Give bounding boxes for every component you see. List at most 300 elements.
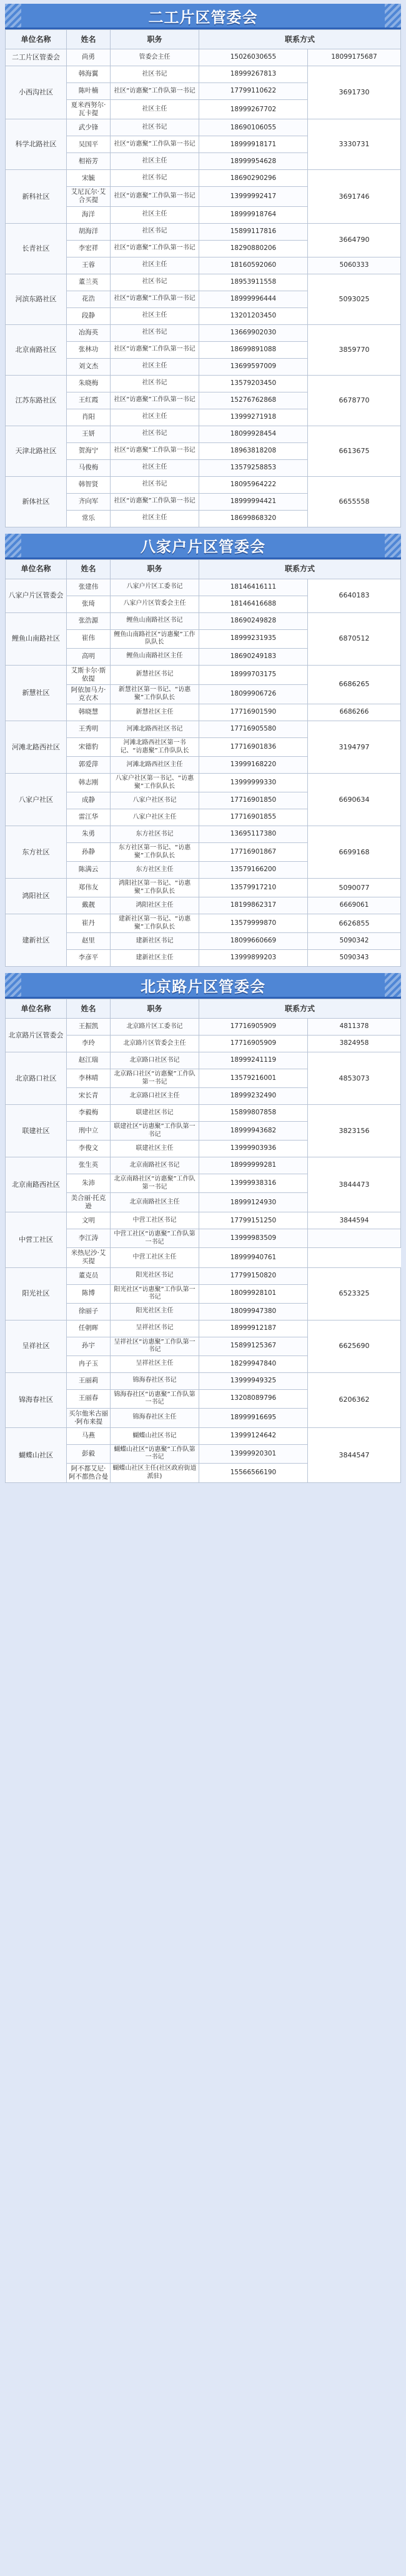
position-cell: 东方社区主任	[111, 862, 199, 879]
person-name-cell: 艾尼瓦尔·艾合买提	[67, 187, 111, 206]
mobile-phone-cell: 18999918171	[199, 136, 308, 153]
position-cell: 锦海春社区书记	[111, 1372, 199, 1389]
mobile-phone-cell: 13999920301	[199, 1444, 308, 1463]
position-cell: 八家户社区书记	[111, 792, 199, 809]
person-name-cell: 李俊文	[67, 1141, 111, 1157]
unit-phone-cell: 3823156	[308, 1105, 401, 1157]
mobile-phone-cell: 18999241119	[199, 1052, 308, 1069]
mobile-phone-cell: 13999903936	[199, 1141, 308, 1157]
person-name-cell: 米热尼沙·艾买提	[67, 1248, 111, 1267]
position-cell: 社区主任	[111, 459, 199, 476]
position-cell: 鸿阳社区主任	[111, 897, 199, 914]
section-bajiahu	[5, 534, 401, 967]
unit-name-cell: 东方社区	[6, 826, 67, 879]
unit-name-cell: 北京路口社区	[6, 1052, 67, 1105]
position-cell: 新慧社区第一书记、“访惠聚”工作队队长	[111, 684, 199, 704]
person-name-cell: 陈叶楠	[67, 83, 111, 100]
table-row	[6, 66, 401, 83]
table-row	[6, 324, 401, 341]
mobile-phone-cell: 18999916695	[199, 1408, 308, 1427]
position-cell: 呈祥社区主任	[111, 1355, 199, 1372]
person-name-cell: 冶海英	[67, 324, 111, 341]
position-cell: 社区主任	[111, 206, 199, 223]
person-name-cell: 李宏祥	[67, 240, 111, 257]
person-name-cell: 赵江瑞	[67, 1052, 111, 1069]
person-name-cell: 赵里	[67, 933, 111, 950]
position-cell: 中营工社区书记	[111, 1212, 199, 1229]
person-name-cell: 李江涛	[67, 1229, 111, 1248]
position-cell: 鲤鱼山南路社区主任	[111, 648, 199, 665]
position-cell: 河滩北路西社区书记	[111, 721, 199, 738]
position-cell: 社区书记	[111, 324, 199, 341]
unit-name-cell: 建新社区	[6, 914, 67, 967]
position-cell: 社区“访惠聚”工作队第一书记	[111, 187, 199, 206]
person-name-cell: 陈博	[67, 1284, 111, 1303]
position-cell: 中营工社区主任	[111, 1248, 199, 1267]
office-phone-cell: 5090343	[308, 950, 401, 967]
mobile-phone-cell: 18146416111	[199, 579, 308, 596]
office-phone-cell: 6669061	[308, 897, 401, 914]
position-cell: 河滩北路西社区主任	[111, 757, 199, 774]
table-row	[6, 1267, 401, 1284]
person-name-cell: 艾斯卡尔·斯依提	[67, 665, 111, 684]
unit-phone-cell: 5090077	[308, 879, 401, 897]
unit-phone-cell: 4853073	[308, 1052, 401, 1105]
unit-phone-cell: 6870512	[308, 612, 401, 665]
position-cell: 鸿阳社区第一书记、“访惠聚”工作队队长	[111, 879, 199, 897]
position-cell: 社区“访惠聚”工作队第一书记	[111, 291, 199, 307]
position-cell: 北京路口社区书记	[111, 1052, 199, 1069]
person-name-cell: 刘文杰	[67, 358, 111, 375]
mobile-phone-cell: 18690249828	[199, 612, 308, 629]
person-name-cell: 齐向军	[67, 493, 111, 510]
column-header: 联系方式	[199, 30, 401, 49]
mobile-phone-cell: 18999267813	[199, 66, 308, 83]
header-stripe-decoration	[385, 973, 401, 997]
mobile-phone-cell: 15899125367	[199, 1337, 308, 1355]
person-name-cell: 相裕芳	[67, 153, 111, 170]
column-header: 姓名	[67, 559, 111, 579]
person-name-cell: 韩海翼	[67, 66, 111, 83]
unit-phone-cell: 3194797	[308, 721, 401, 774]
person-name-cell: 董克员	[67, 1267, 111, 1284]
mobile-phone-cell: 18963818208	[199, 442, 308, 459]
person-name-cell: 王蓉	[67, 257, 111, 274]
column-header: 职务	[111, 30, 199, 49]
position-cell: 新慧社区主任	[111, 704, 199, 721]
person-name-cell: 王丽春	[67, 1389, 111, 1408]
person-name-cell: 朱沛	[67, 1174, 111, 1193]
contact-table	[5, 29, 401, 527]
table-row	[6, 223, 401, 240]
position-cell: 北京南路社区主任	[111, 1193, 199, 1212]
position-cell: 联建社区“访惠聚”工作队第一书记	[111, 1122, 199, 1141]
position-cell: 社区“访惠聚”工作队第一书记	[111, 392, 199, 409]
mobile-phone-cell: 13999992417	[199, 187, 308, 206]
mobile-phone-cell: 18099928101	[199, 1284, 308, 1303]
unit-name-cell: 北京路片区管委会	[6, 1019, 67, 1052]
column-header: 联系方式	[199, 559, 401, 579]
position-cell: 东方社区第一书记、“访惠聚”工作队队长	[111, 843, 199, 862]
person-name-cell: 美合丽·托克逊	[67, 1193, 111, 1212]
header-stripe-decoration	[5, 4, 21, 27]
position-cell: 社区书记	[111, 119, 199, 136]
position-cell: 锦海春社区“访惠聚”工作队第一书记	[111, 1389, 199, 1408]
column-header: 单位名称	[6, 559, 67, 579]
person-name-cell: 王红霞	[67, 392, 111, 409]
unit-name-cell: 新科社区	[6, 170, 67, 223]
unit-phone-cell: 3691730	[308, 66, 401, 119]
office-phone-cell: 6686266	[308, 704, 401, 721]
mobile-phone-cell: 13579258853	[199, 459, 308, 476]
position-cell: 中营工社区“访惠聚”工作队第一书记	[111, 1229, 199, 1248]
table-row	[6, 612, 401, 629]
person-name-cell: 胡海洋	[67, 223, 111, 240]
position-cell: 新慧社区书记	[111, 665, 199, 684]
mobile-phone-cell: 18690106055	[199, 119, 308, 136]
header-stripe-decoration	[385, 534, 401, 557]
unit-phone-cell: 3330731	[308, 119, 401, 170]
mobile-phone-cell: 13999983509	[199, 1229, 308, 1248]
contact-table	[5, 559, 401, 967]
position-cell: 北京南路社区书记	[111, 1157, 199, 1174]
person-name-cell: 花浩	[67, 291, 111, 307]
table-row	[6, 375, 401, 392]
column-header: 职务	[111, 999, 199, 1019]
unit-phone-cell: 6690634	[308, 774, 401, 826]
mobile-phone-cell: 18160592060	[199, 257, 308, 274]
position-cell: 鲤鱼山南路社区“访惠聚”工作队队长	[111, 629, 199, 648]
person-name-cell: 马燕	[67, 1427, 111, 1444]
person-name-cell: 李林晴	[67, 1069, 111, 1088]
mobile-phone-cell: 18999232490	[199, 1088, 308, 1105]
mobile-phone-cell: 13999938316	[199, 1174, 308, 1193]
mobile-phone-cell: 17716905909	[199, 1036, 308, 1052]
mobile-phone-cell: 18199862317	[199, 897, 308, 914]
unit-phone-cell: 6655558	[308, 476, 401, 527]
unit-name-cell: 蝴蝶山社区	[6, 1427, 67, 1482]
table-row	[6, 1372, 401, 1389]
position-cell: 呈祥社区书记	[111, 1320, 199, 1337]
position-cell: 北京路片区工委书记	[111, 1019, 199, 1036]
position-cell: 八家户片区管委会主任	[111, 596, 199, 612]
mobile-phone-cell: 13999899203	[199, 950, 308, 967]
person-name-cell: 买尔他米古丽·阿布来提	[67, 1408, 111, 1427]
position-cell: 呈祥社区“访惠聚”工作队第一书记	[111, 1337, 199, 1355]
section-title: 北京路片区管委会	[141, 977, 265, 996]
contact-table	[5, 999, 401, 1483]
unit-name-cell: 联建社区	[6, 1105, 67, 1157]
position-cell: 北京路片区管委会主任	[111, 1036, 199, 1052]
mobile-phone-cell: 13579917210	[199, 879, 308, 897]
position-cell: 阳光社区主任	[111, 1303, 199, 1320]
mobile-phone-cell: 18999231935	[199, 629, 308, 648]
mobile-phone-cell: 17716901867	[199, 843, 308, 862]
column-header: 职务	[111, 559, 199, 579]
table-row	[6, 476, 401, 493]
column-header: 联系方式	[199, 999, 401, 1019]
header-stripe-decoration	[385, 4, 401, 27]
person-name-cell: 刑中立	[67, 1122, 111, 1141]
unit-name-cell: 新慧社区	[6, 665, 67, 721]
unit-name-cell: 天津北路社区	[6, 426, 67, 476]
mobile-phone-cell: 17716901855	[199, 809, 308, 826]
table-row	[6, 879, 401, 897]
person-name-cell: 张浩源	[67, 612, 111, 629]
unit-phone-cell: 6206362	[308, 1372, 401, 1427]
table-row	[6, 1105, 401, 1122]
person-name-cell: 李毅梅	[67, 1105, 111, 1122]
mobile-phone-cell: 15899807858	[199, 1105, 308, 1122]
office-phone-cell: 3844594	[308, 1212, 401, 1229]
mobile-phone-cell: 17799150820	[199, 1267, 308, 1284]
unit-phone-cell: 3691746	[308, 170, 401, 223]
position-cell: 社区主任	[111, 257, 199, 274]
position-cell: 北京南路社区“访惠聚”工作队第一书记	[111, 1174, 199, 1193]
table-row	[6, 119, 401, 136]
mobile-phone-cell: 18999703175	[199, 665, 308, 684]
mobile-phone-cell: 13999124642	[199, 1427, 308, 1444]
unit-name-cell: 锦海春社区	[6, 1372, 67, 1427]
person-name-cell: 高明	[67, 648, 111, 665]
unit-name-cell: 鸿阳社区	[6, 879, 67, 914]
position-cell: 社区“访惠聚”工作队第一书记	[111, 341, 199, 358]
unit-name-cell: 科学北路社区	[6, 119, 67, 170]
person-name-cell: 孙静	[67, 843, 111, 862]
position-cell: 蝴蝶山社区“访惠聚”工作队第一书记	[111, 1444, 199, 1463]
mobile-phone-cell: 18690249183	[199, 648, 308, 665]
mobile-phone-cell: 15026030655	[199, 49, 308, 66]
unit-name-cell: 呈祥社区	[6, 1320, 67, 1372]
position-cell: 蝴蝶山社区书记	[111, 1427, 199, 1444]
section-header	[5, 973, 401, 999]
table-row	[6, 914, 401, 933]
person-name-cell: 王妍	[67, 426, 111, 442]
position-cell: 阳光社区书记	[111, 1267, 199, 1284]
section-title: 二工片区管委会	[148, 8, 258, 26]
unit-name-cell: 长青社区	[6, 223, 67, 274]
table-row	[6, 426, 401, 442]
unit-phone-cell: 6626855	[308, 914, 401, 933]
mobile-phone-cell: 18099928454	[199, 426, 308, 442]
mobile-phone-cell: 13208089796	[199, 1389, 308, 1408]
mobile-phone-cell: 13579999870	[199, 914, 308, 933]
person-name-cell: 王丽莉	[67, 1372, 111, 1389]
mobile-phone-cell: 18999996444	[199, 291, 308, 307]
mobile-phone-cell: 17716901590	[199, 704, 308, 721]
table-row	[6, 1052, 401, 1069]
person-name-cell: 戴靓	[67, 897, 111, 914]
person-name-cell: 贺海宁	[67, 442, 111, 459]
mobile-phone-cell: 18999994421	[199, 493, 308, 510]
table-row	[6, 49, 401, 66]
mobile-phone-cell: 18999954628	[199, 153, 308, 170]
header-stripe-decoration	[5, 973, 21, 997]
position-cell: 社区“访惠聚”工作队第一书记	[111, 136, 199, 153]
person-name-cell: 阿依加马力·克衣木	[67, 684, 111, 704]
column-header: 单位名称	[6, 30, 67, 49]
person-name-cell: 任朝晖	[67, 1320, 111, 1337]
person-name-cell: 冉子玉	[67, 1355, 111, 1372]
unit-name-cell: 八家户社区	[6, 774, 67, 826]
unit-phone-cell: 3664790	[308, 223, 401, 257]
mobile-phone-cell: 18999912187	[199, 1320, 308, 1337]
table-row	[6, 1019, 401, 1036]
unit-phone-cell: 6613675	[308, 426, 401, 476]
unit-name-cell: 二工片区管委会	[6, 49, 67, 66]
table-row	[6, 1427, 401, 1444]
position-cell: 社区书记	[111, 274, 199, 291]
person-name-cell: 成静	[67, 792, 111, 809]
person-name-cell: 崔丹	[67, 914, 111, 933]
section-erqi	[5, 4, 401, 527]
person-name-cell: 马俊梅	[67, 459, 111, 476]
mobile-phone-cell: 13669902030	[199, 324, 308, 341]
mobile-phone-cell: 18099660669	[199, 933, 308, 950]
person-name-cell: 海洋	[67, 206, 111, 223]
unit-name-cell: 北京南路西社区	[6, 1157, 67, 1212]
person-name-cell: 段静	[67, 307, 111, 324]
unit-phone-cell: 6625690	[308, 1320, 401, 1372]
mobile-phone-cell: 18699868320	[199, 510, 308, 527]
position-cell: 社区书记	[111, 375, 199, 392]
mobile-phone-cell: 15566566190	[199, 1463, 308, 1482]
position-cell: 鲤鱼山南路社区书记	[111, 612, 199, 629]
mobile-phone-cell: 13999271918	[199, 409, 308, 426]
mobile-phone-cell: 18999267702	[199, 100, 308, 119]
position-cell: 建新社区书记	[111, 933, 199, 950]
unit-name-cell: 八家户片区管委会	[6, 579, 67, 612]
mobile-phone-cell: 18299947840	[199, 1355, 308, 1372]
person-name-cell: 张生英	[67, 1157, 111, 1174]
table-header-row	[6, 30, 401, 49]
person-name-cell: 孙宇	[67, 1337, 111, 1355]
position-cell: 八家户片区工委书记	[111, 579, 199, 596]
mobile-phone-cell: 13999999330	[199, 774, 308, 792]
table-row	[6, 774, 401, 792]
unit-name-cell: 阳光社区	[6, 1267, 67, 1320]
mobile-phone-cell: 13579203450	[199, 375, 308, 392]
table-row	[6, 1212, 401, 1229]
mobile-phone-cell: 18999943682	[199, 1122, 308, 1141]
person-name-cell: 王秀明	[67, 721, 111, 738]
mobile-phone-cell: 18999940761	[199, 1248, 308, 1267]
person-name-cell: 王振凯	[67, 1019, 111, 1036]
position-cell: 社区书记	[111, 426, 199, 442]
office-phone-cell: 3824958	[308, 1036, 401, 1052]
unit-name-cell: 鲤鱼山南路社区	[6, 612, 67, 665]
mobile-phone-cell: 15899117816	[199, 223, 308, 240]
mobile-phone-cell: 13579166200	[199, 862, 308, 879]
person-name-cell: 夏米西努尔·瓦卡提	[67, 100, 111, 119]
person-name-cell: 徐丽子	[67, 1303, 111, 1320]
person-name-cell: 武少锋	[67, 119, 111, 136]
unit-name-cell: 北京南路社区	[6, 324, 67, 375]
position-cell: 社区主任	[111, 409, 199, 426]
person-name-cell: 宋毓	[67, 170, 111, 187]
table-row	[6, 826, 401, 843]
unit-phone-cell: 6699168	[308, 826, 401, 879]
table-row	[6, 1320, 401, 1337]
person-name-cell: 张林功	[67, 341, 111, 358]
mobile-phone-cell: 17716901850	[199, 792, 308, 809]
person-name-cell: 李彦平	[67, 950, 111, 967]
person-name-cell: 彭毅	[67, 1444, 111, 1463]
position-cell: 社区主任	[111, 100, 199, 119]
position-cell: 社区书记	[111, 66, 199, 83]
mobile-phone-cell: 18099947380	[199, 1303, 308, 1320]
mobile-phone-cell: 18699891088	[199, 341, 308, 358]
mobile-phone-cell: 18999918764	[199, 206, 308, 223]
person-name-cell: 张琦	[67, 596, 111, 612]
mobile-phone-cell: 13695117380	[199, 826, 308, 843]
section-header	[5, 534, 401, 559]
person-name-cell: 郭爱萍	[67, 757, 111, 774]
position-cell: 联建社区书记	[111, 1105, 199, 1122]
position-cell: 联建社区主任	[111, 1141, 199, 1157]
table-header-row	[6, 999, 401, 1019]
position-cell: 北京路口社区“访惠聚”工作队第一书记	[111, 1069, 199, 1088]
unit-phone-cell: 3844547	[308, 1427, 401, 1482]
office-phone-cell: 5090342	[308, 933, 401, 950]
section-header	[5, 4, 401, 29]
position-cell: 管委会主任	[111, 49, 199, 66]
unit-phone-cell: 3859770	[308, 324, 401, 375]
person-name-cell: 宋德豹	[67, 738, 111, 757]
position-cell: 社区主任	[111, 153, 199, 170]
position-cell: 社区主任	[111, 307, 199, 324]
mobile-phone-cell: 13999949325	[199, 1372, 308, 1389]
position-cell: 社区“访惠聚”工作队第一书记	[111, 493, 199, 510]
mobile-phone-cell: 18146416688	[199, 596, 308, 612]
person-name-cell: 尚勇	[67, 49, 111, 66]
person-name-cell: 崔伟	[67, 629, 111, 648]
unit-name-cell: 小西沟社区	[6, 66, 67, 119]
person-name-cell: 宋长青	[67, 1088, 111, 1105]
position-cell: 社区主任	[111, 358, 199, 375]
table-row	[6, 579, 401, 596]
position-cell: 河滩北路西社区第一书记、“访惠聚”工作队队长	[111, 738, 199, 757]
office-phone-cell: 18099175687	[308, 49, 401, 66]
person-name-cell: 阿不都艾尼·阿不都热合曼	[67, 1463, 111, 1482]
mobile-phone-cell: 18095964222	[199, 476, 308, 493]
unit-phone-cell: 6686265	[308, 665, 401, 704]
section-beijinglu	[5, 973, 401, 1483]
mobile-phone-cell: 13201203450	[199, 307, 308, 324]
unit-phone-cell: 3844473	[308, 1157, 401, 1212]
unit-phone-cell: 6640183	[308, 579, 401, 612]
office-phone-cell: 4811378	[308, 1019, 401, 1036]
unit-name-cell: 江苏东路社区	[6, 375, 67, 426]
person-name-cell: 董兰英	[67, 274, 111, 291]
table-row	[6, 274, 401, 291]
office-phone-cell: 5060333	[308, 257, 401, 274]
mobile-phone-cell: 17716905580	[199, 721, 308, 738]
office-phone-cell	[308, 1229, 401, 1248]
person-name-cell: 雷江华	[67, 809, 111, 826]
person-name-cell: 朱晓梅	[67, 375, 111, 392]
position-cell: 建新社区主任	[111, 950, 199, 967]
table-row	[6, 1157, 401, 1174]
person-name-cell: 李玲	[67, 1036, 111, 1052]
position-cell: 社区“访惠聚”工作队第一书记	[111, 442, 199, 459]
position-cell: 社区书记	[111, 170, 199, 187]
mobile-phone-cell: 13579216001	[199, 1069, 308, 1088]
position-cell: 社区主任	[111, 510, 199, 527]
person-name-cell: 朱勇	[67, 826, 111, 843]
header-stripe-decoration	[5, 534, 21, 557]
mobile-phone-cell: 17716901836	[199, 738, 308, 757]
